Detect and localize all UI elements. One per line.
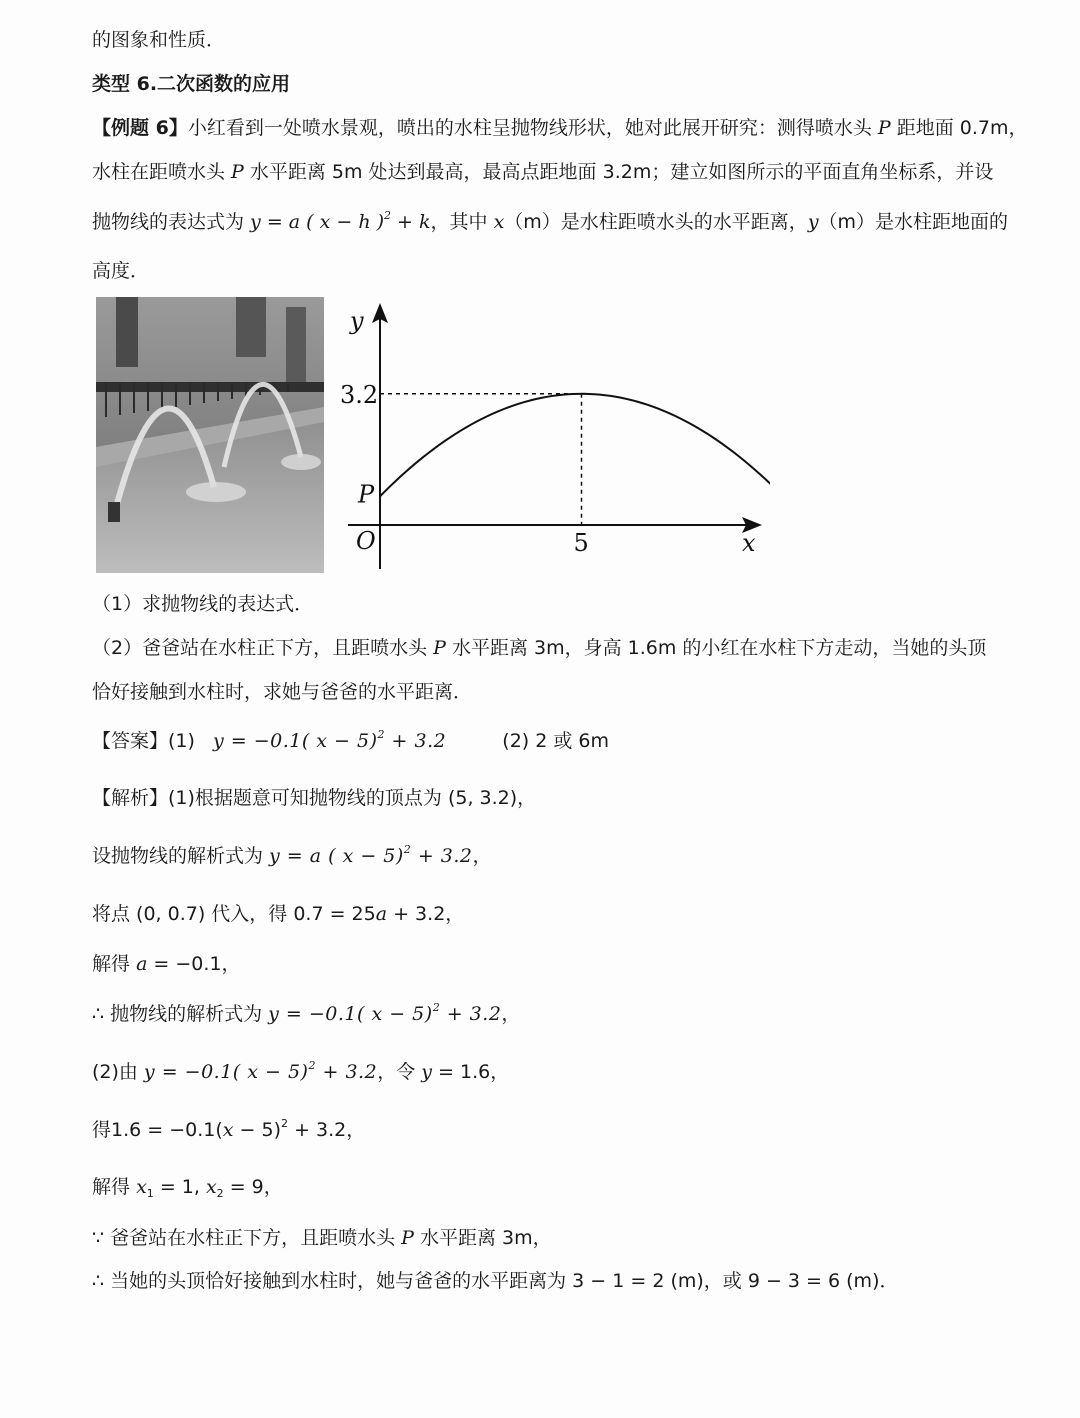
y-tick-label: 3.2	[340, 380, 379, 409]
answer-part-2: (2) 2 或 6m	[502, 730, 609, 752]
example-line-1: 【例题 6】小红看到一处喷水景观，喷出的水柱呈抛物线形状，她对此展开研究：测得喷水头 P 距地面 0.7m，	[92, 117, 1028, 139]
analysis-line-3: 将点 (0, 0.7) 代入，得 0.7 = 25a + 3.2，	[92, 903, 465, 925]
analysis-line-1: 【解析】(1)根据题意可知抛物线的顶点为 (5, 3.2)，	[92, 787, 537, 809]
origin-label: O	[356, 527, 376, 555]
question-1: （1）求抛物线的表达式．	[92, 593, 314, 615]
analysis-line-2: 设抛物线的解析式为 y = a ( x − 5)$^2$ + 3.2，	[92, 843, 492, 867]
analysis-line-7: 得$1.6 = -0.1(x - 5)^2 + 3.2$，	[92, 1117, 366, 1141]
example-tag: 【例题 6】	[92, 117, 188, 139]
intro-tail: 的图象和性质．	[92, 29, 226, 51]
parabola-graph	[330, 297, 770, 577]
answer-label: 【答案】(1)	[92, 730, 195, 752]
question-2-line-1: （2）爸爸站在水柱正下方，且距喷水头 P 水平距离 3m，身高 1.6m 的小红在水柱下方走动，当她的头顶	[92, 637, 987, 659]
fountain-illustration	[96, 297, 324, 573]
x-tick-label: 5	[573, 529, 589, 557]
parabola-curve	[380, 394, 770, 524]
analysis-line-4: 解得 a = −0.1，	[92, 953, 241, 975]
analysis-line-8: 解得 $x_1 = 1$, $x_2 = 9$，	[92, 1176, 283, 1200]
answer-line	[92, 727, 609, 755]
fountain-photo	[96, 297, 324, 573]
example-line-2: 水柱在距喷水头 P 水平距离 5m 处达到最高，最高点距地面 3.2m；建立如图所示的平面直角坐标系，并设	[92, 161, 994, 183]
point-p-label: P	[358, 480, 375, 509]
analysis-line-9: ∵ 爸爸站在水柱正下方，且距喷水头 P 水平距离 3m，	[92, 1227, 552, 1249]
analysis-line-10: ∴ 当她的头顶恰好接触到水柱时，她与爸爸的水平距离为 3 − 1 = 2 (m)，或 9 − 3 = 6 (m)．	[92, 1270, 899, 1292]
example-line-3: 抛物线的表达式为 y = a ( x − h )$^2$ + k，其中 x（m）是水柱距喷水头的水平距离，y（m）是水柱距地面的	[92, 209, 1009, 233]
example-line-4: 高度．	[92, 260, 150, 282]
section-title: 类型 6.二次函数的应用	[92, 73, 291, 95]
formula-general: y = a ( x − h )$^2$ + k	[250, 209, 431, 233]
analysis-line-5: ∴ 抛物线的解析式为 y = −0.1( x − 5)$^2$ + 3.2，	[92, 1001, 521, 1025]
analysis-line-6: (2)由 y = −0.1( x − 5)$^2$ + 3.2，令 y = 1.6，	[92, 1059, 510, 1083]
x-axis-label: x	[742, 529, 756, 557]
y-axis-label: y	[350, 307, 364, 335]
answer-formula: y = −0.1( x − 5)$^2$ + 3.2	[212, 728, 447, 752]
question-2-line-2: 恰好接触到水柱时，求她与爸爸的水平距离．	[92, 681, 473, 703]
